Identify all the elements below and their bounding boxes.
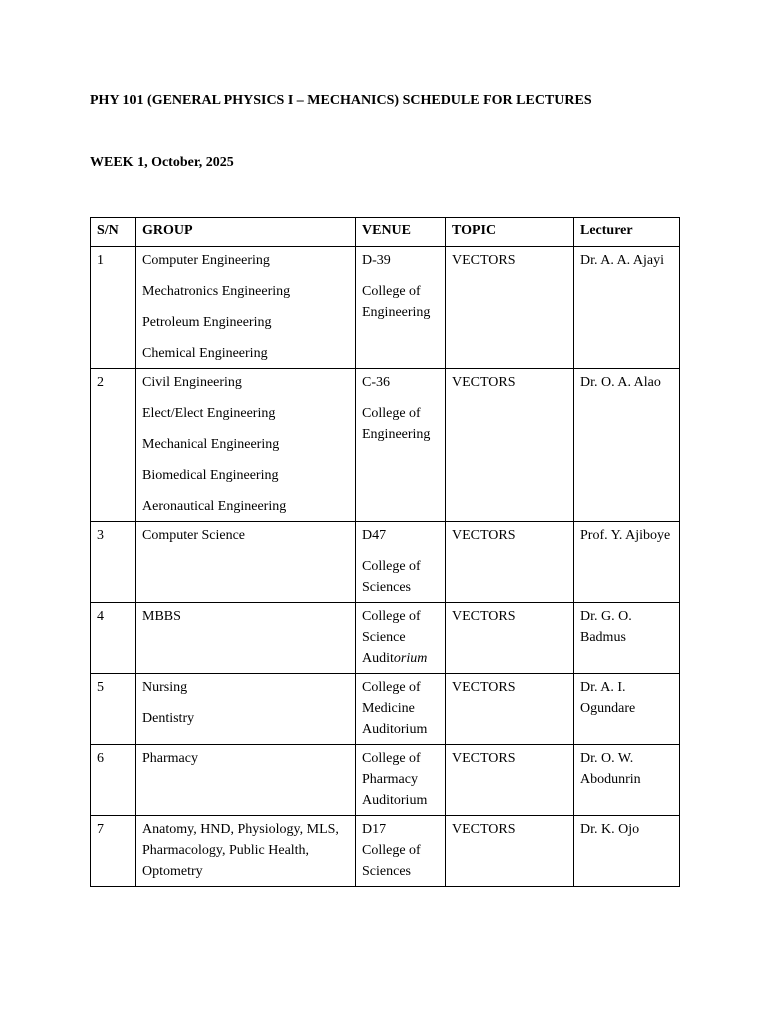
row-sn: 4 [91, 603, 136, 674]
group-item: Pharmacy [142, 751, 198, 766]
row-lecturer: Dr. A. A. Ajayi [574, 247, 680, 369]
group-item: Mechatronics Engineering [142, 284, 291, 299]
row-lecturer: Dr. G. O. Badmus [574, 603, 680, 674]
header-sn: S/N [91, 218, 136, 247]
row-sn: 5 [91, 674, 136, 745]
row-groups [136, 247, 356, 369]
group-item: Mechanical Engineering [142, 437, 280, 452]
group-item: Chemical Engineering [142, 346, 268, 361]
row-topic: VECTORS [446, 247, 574, 369]
row-venue [356, 369, 446, 522]
venue-place: College of Sciences [362, 843, 421, 879]
table-row [91, 369, 680, 522]
row-topic: VECTORS [446, 369, 574, 522]
lecture-schedule-table [90, 217, 680, 887]
venue-code: D47 [362, 528, 387, 543]
header-venue: VENUE [356, 218, 446, 247]
row-venue: College of Medicine Auditorium [356, 674, 446, 745]
header-lecturer: Lecturer [574, 218, 680, 247]
group-item: Elect/Elect Engineering [142, 406, 276, 421]
row-lecturer: Dr. A. I. Ogundare [574, 674, 680, 745]
group-item: Nursing [142, 680, 188, 695]
row-groups [136, 816, 356, 887]
group-item: Anatomy, HND, Physiology, MLS, Pharmacology, Public Health, Optometry [142, 822, 339, 879]
row-topic: VECTORS [446, 745, 574, 816]
venue-text-italic: orium [393, 651, 428, 666]
group-item: Computer Science [142, 528, 246, 543]
table-row [91, 522, 680, 603]
row-groups [136, 522, 356, 603]
table-row [91, 247, 680, 369]
venue-place: College of Sciences [362, 559, 421, 595]
venue-code: D17 [362, 822, 387, 837]
week-heading: WEEK 1, October, 2025 [90, 155, 234, 170]
venue-text: College of Science Audit [362, 609, 421, 666]
row-sn: 3 [91, 522, 136, 603]
group-item: Computer Engineering [142, 253, 270, 268]
row-sn: 2 [91, 369, 136, 522]
table-row [91, 603, 680, 674]
table-row [91, 674, 680, 745]
header-topic: TOPIC [446, 218, 574, 247]
row-topic: VECTORS [446, 522, 574, 603]
row-topic: VECTORS [446, 603, 574, 674]
row-groups [136, 603, 356, 674]
row-sn: 1 [91, 247, 136, 369]
row-venue [356, 247, 446, 369]
group-item: Petroleum Engineering [142, 315, 272, 330]
row-lecturer: Dr. K. Ojo [574, 816, 680, 887]
row-venue [356, 816, 446, 887]
group-item: Aeronautical Engineering [142, 499, 287, 514]
document-title: PHY 101 (GENERAL PHYSICS I – MECHANICS) SCHEDULE FOR LECTURES [90, 93, 592, 108]
venue-code: C-36 [362, 375, 390, 390]
row-lecturer: Prof. Y. Ajiboye [574, 522, 680, 603]
row-venue [356, 522, 446, 603]
row-groups [136, 674, 356, 745]
group-item: Dentistry [142, 711, 195, 726]
row-groups [136, 369, 356, 522]
row-venue [356, 603, 446, 674]
row-lecturer: Dr. O. A. Alao [574, 369, 680, 522]
row-sn: 7 [91, 816, 136, 887]
group-item: MBBS [142, 609, 181, 624]
venue-place: College of Engineering [362, 406, 431, 442]
row-lecturer: Dr. O. W. Abodunrin [574, 745, 680, 816]
venue-code: D-39 [362, 253, 391, 268]
row-topic: VECTORS [446, 816, 574, 887]
header-group: GROUP [136, 218, 356, 247]
group-item: Civil Engineering [142, 375, 242, 390]
group-item: Biomedical Engineering [142, 468, 279, 483]
row-groups [136, 745, 356, 816]
row-topic: VECTORS [446, 674, 574, 745]
table-row [91, 816, 680, 887]
row-sn: 6 [91, 745, 136, 816]
table-row [91, 745, 680, 816]
venue-place: College of Engineering [362, 284, 431, 320]
table-header-row [91, 218, 680, 247]
row-venue: College of Pharmacy Auditorium [356, 745, 446, 816]
